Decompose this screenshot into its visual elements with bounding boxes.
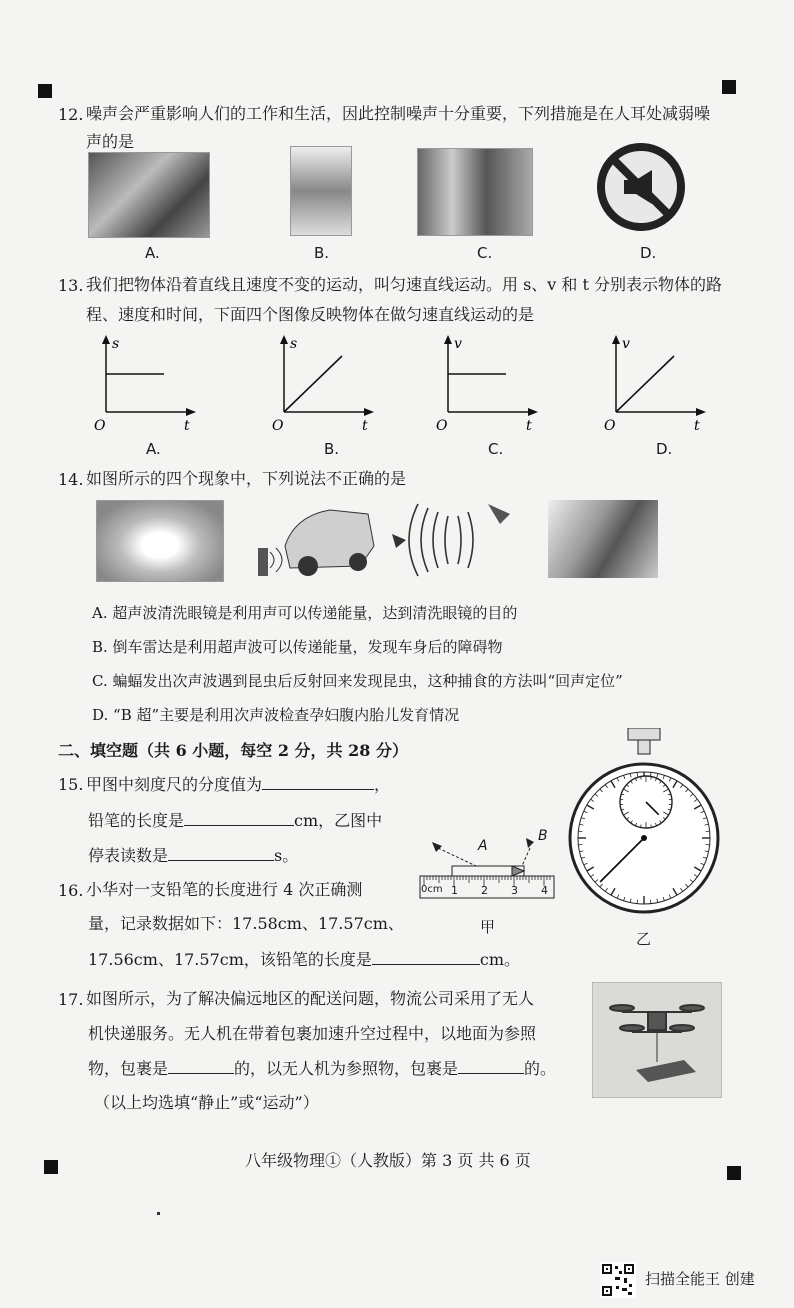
q15-text-2: 铅笔的长度是	[88, 811, 185, 830]
q17-text-b: 的，以无人机为参照物，包裹是	[234, 1059, 459, 1078]
q15-mark-b: B	[538, 828, 548, 844]
q15-fig2-caption: 乙	[636, 930, 652, 948]
q12-image-d-no-horn-sign	[596, 142, 686, 232]
q13-origin-label: O	[604, 418, 616, 434]
q13-stem-line1: 我们把物体沿着直线且速度不变的运动，叫匀速直线运动。用 s、v 和 t 分别表示物体的路	[86, 275, 723, 294]
registration-mark-bottom-left	[44, 1160, 58, 1174]
scanner-watermark-text: 扫描全能王 创建	[645, 1270, 755, 1288]
ruler-tick-label: 3	[511, 884, 518, 897]
q13-graph-line	[284, 356, 342, 412]
qr-code-icon	[600, 1262, 636, 1298]
q17-text-c: 的。	[524, 1059, 557, 1078]
q13-x-axis-label: t	[184, 418, 190, 434]
registration-mark-bottom-right	[727, 1166, 741, 1180]
q13-graph-a	[94, 332, 204, 458]
q13-origin-label: O	[94, 418, 106, 434]
q13-graph-c	[436, 332, 546, 458]
q13-number: 13.	[58, 276, 84, 295]
q15-text-3: 停表读数是	[88, 846, 169, 865]
dot-mark	[157, 1212, 160, 1215]
q13-x-axis-label: t	[526, 418, 532, 434]
q13-x-axis-label: t	[362, 418, 368, 434]
registration-mark-top-left	[38, 84, 52, 98]
q14-image-b-ultrasound	[548, 500, 658, 578]
q14-option-a: A. 超声波清洗眼镜是利用声可以传递能量，达到清洗眼镜的目的	[92, 604, 518, 622]
q12-image-c	[417, 148, 533, 236]
q17-blank-1[interactable]	[168, 1057, 234, 1074]
q12-option-b: B.	[314, 244, 330, 262]
q17-drone-image	[592, 982, 722, 1098]
q14-option-b: B. 倒车雷达是利用超声波可以传递能量，发现车身后的障碍物	[92, 638, 503, 656]
q14-option-c: C. 蝙蝠发出次声波遇到昆虫后反射回来发现昆虫，这种捕食的方法叫“回声定位”	[92, 672, 623, 690]
q13-y-axis-label: s	[112, 336, 120, 352]
q13-y-axis-label: s	[290, 336, 298, 352]
q15-mark-a: A	[478, 838, 488, 854]
q13-origin-label: O	[272, 418, 284, 434]
q16-line2: 量，记录数据如下：17.58cm、17.57cm、	[88, 914, 404, 933]
q15-text-2-end: cm，乙图中	[294, 811, 383, 830]
q12-option-d: D.	[640, 244, 657, 262]
ruler-tick-label: 4	[541, 884, 548, 897]
q16-text-end: cm。	[479, 950, 521, 969]
q13-stem-line2: 程、速度和时间，下面四个图像反映物体在做匀速直线运动的是	[86, 305, 535, 324]
q15-text-1-end: ，	[374, 775, 391, 794]
q15-text-1: 甲图中刻度尺的分度值为	[86, 775, 263, 794]
q16-text: 17.56cm、17.57cm，该铅笔的长度是	[88, 950, 372, 969]
q15-ruler-zero-label: 0cm	[421, 884, 443, 895]
q16-line3	[88, 948, 520, 971]
q13-option-label: D.	[656, 440, 673, 458]
q17-line2: 机快递服务。无人机在带着包裹加速升空过程中，以地面为参照	[88, 1024, 537, 1043]
q15-blank-1[interactable]	[262, 773, 374, 790]
q13-graph-d	[604, 332, 714, 458]
q15-blank-3[interactable]	[168, 844, 274, 861]
q17-line4: （以上均选填“静止”或“运动”）	[94, 1093, 319, 1112]
page-footer: 八年级物理①（人教版）第 3 页 共 6 页	[245, 1151, 531, 1170]
q15-line2	[88, 809, 382, 832]
q13-option-label: A.	[146, 440, 161, 458]
q17-line1: 如图所示，为了解决偏远地区的配送问题，物流公司采用了无人	[86, 989, 535, 1008]
q12-option-a: A.	[145, 244, 160, 262]
q17-line3	[88, 1057, 556, 1080]
ruler-tick-label: 1	[451, 884, 458, 897]
q16-number: 16.	[58, 881, 84, 900]
q13-graph-line	[616, 356, 674, 412]
q12-image-a	[88, 152, 210, 238]
q17-text-a: 物，包裹是	[88, 1059, 169, 1078]
section-fill-in-title: 二、填空题（共 6 小题，每空 2 分，共 28 分）	[58, 741, 408, 760]
q14-stem: 如图所示的四个现象中，下列说法不正确的是	[86, 469, 407, 488]
q16-blank[interactable]	[372, 948, 480, 965]
q17-blank-2[interactable]	[458, 1057, 524, 1074]
registration-mark-top-right	[722, 80, 736, 94]
q12-stem-line2: 声的是	[86, 132, 135, 151]
q15-line1	[86, 773, 390, 796]
q15-text-3-end: s。	[274, 846, 299, 865]
q12-stem-line1: 噪声会严重影响人们的工作和生活，因此控制噪声十分重要，下列措施是在人耳处减弱噪	[86, 104, 711, 123]
q12-image-b	[290, 146, 352, 236]
q13-x-axis-label: t	[694, 418, 700, 434]
q15-number: 15.	[58, 775, 84, 794]
q15-stopwatch	[568, 728, 720, 922]
q13-y-axis-label: v	[454, 336, 462, 352]
q13-option-label: B.	[324, 440, 340, 458]
q14-option-d: D. “B 超”主要是利用次声波检查孕妇腹内胎儿发育情况	[92, 706, 460, 724]
q17-number: 17.	[58, 990, 84, 1009]
q13-origin-label: O	[436, 418, 448, 434]
q13-option-label: C.	[488, 440, 504, 458]
q15-blank-2[interactable]	[184, 809, 294, 826]
q14-image-bat-echolocation	[388, 494, 518, 586]
q12-option-c: C.	[477, 244, 493, 262]
q15-line3	[88, 844, 298, 867]
q13-y-axis-label: v	[622, 336, 630, 352]
ruler-tick-label: 2	[481, 884, 488, 897]
q14-image-ultrasonic-cleaner	[96, 500, 224, 582]
q14-image-parking-radar	[250, 496, 380, 582]
q13-graph-b	[272, 332, 382, 458]
q15-fig1-caption: 甲	[480, 918, 496, 936]
q14-number: 14.	[58, 470, 84, 489]
q12-number: 12.	[58, 105, 84, 124]
q16-line1: 小华对一支铅笔的长度进行 4 次正确测	[86, 880, 363, 899]
